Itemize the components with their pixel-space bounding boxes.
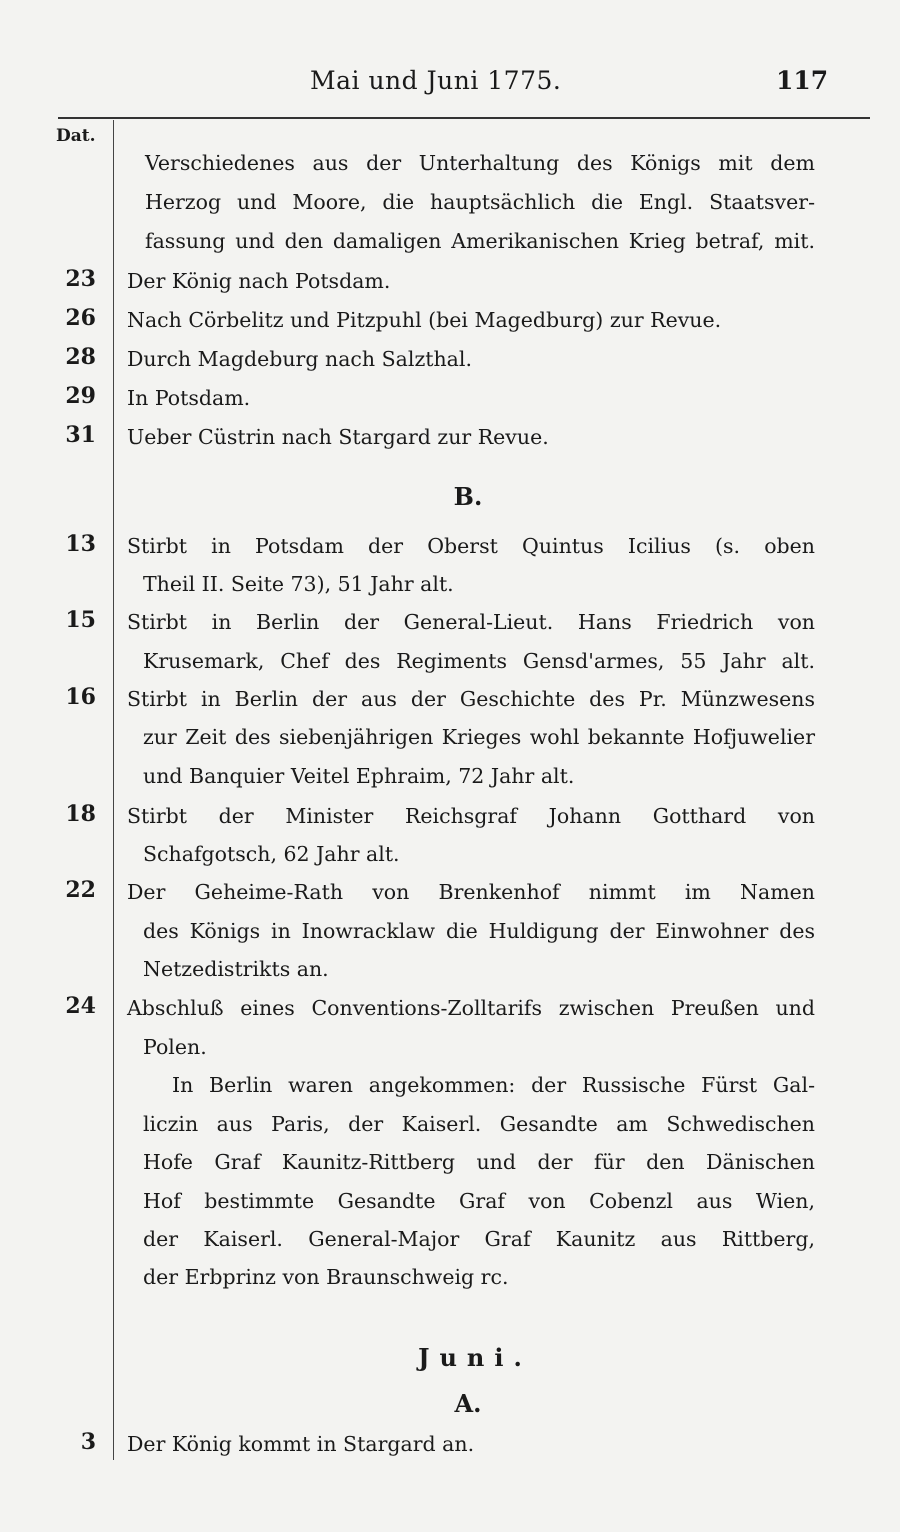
entry-text: Krusemark, Chef des Regiments Gensd'armes, 55 Jahr alt. — [143, 649, 815, 673]
entry-text: und Banquier Veitel Ephraim, 72 Jahr alt. — [143, 764, 575, 788]
section-heading-b: B. — [453, 482, 483, 511]
entry-text: Der König nach Potsdam. — [127, 269, 391, 293]
entry-text: Ueber Cüstrin nach Stargard zur Revue. — [127, 425, 549, 449]
running-header: Mai und Juni 1775. — [310, 66, 562, 95]
entry-text: zur Zeit des siebenjährigen Krieges wohl bekannte Hofjuwelier — [143, 725, 815, 749]
entry-text: Netzedistrikts an. — [143, 957, 329, 981]
entry-date: 28 — [65, 344, 96, 370]
entry-date: 3 — [80, 1429, 96, 1455]
entry-date: 26 — [65, 305, 96, 331]
entry-text: Abschluß eines Conventions-Zolltarifs zwischen Preußen und — [127, 996, 815, 1020]
paragraph-line: der Erbprinz von Braunschweig rc. — [143, 1265, 509, 1289]
text-line: Verschiedenes aus der Unterhaltung des Königs mit dem — [145, 151, 815, 175]
paragraph-line: In Berlin waren angekommen: der Russische Fürst Gal- — [172, 1073, 815, 1097]
month-heading: Juni. — [418, 1343, 532, 1372]
entry-date: 23 — [65, 266, 96, 292]
paragraph-line: Hof bestimmte Gesandte Graf von Cobenzl aus Wien, — [143, 1189, 815, 1213]
section-heading-a: A. — [454, 1389, 482, 1418]
entry-date: 22 — [65, 877, 96, 903]
entry-date: 31 — [65, 422, 96, 448]
entry-text: In Potsdam. — [127, 386, 251, 410]
entry-text: Stirbt in Potsdam der Oberst Quintus Icilius (s. oben — [127, 534, 815, 558]
entry-date: 13 — [65, 531, 96, 557]
paragraph-line: der Kaiserl. General-Major Graf Kaunitz aus Rittberg, — [143, 1227, 815, 1251]
entry-text: Der Geheime-Rath von Brenkenhof nimmt im Namen — [127, 880, 815, 904]
entry-date: 24 — [65, 993, 96, 1019]
entry-text: Stirbt in Berlin der aus der Geschichte des Pr. Münzwesens — [127, 687, 815, 711]
entry-date: 16 — [65, 684, 96, 710]
date-column-label: Dat. — [56, 126, 96, 146]
text-line: fassung und den damaligen Amerikanischen Krieg betraf, mit. — [145, 229, 815, 253]
header-rule — [58, 117, 870, 119]
entry-text: Nach Cörbelitz und Pitzpuhl (bei Magedburg) zur Revue. — [127, 308, 722, 332]
entry-date: 29 — [65, 383, 96, 409]
entry-date: 15 — [65, 607, 96, 633]
entry-text: Durch Magdeburg nach Salzthal. — [127, 347, 472, 371]
entry-text: Schafgotsch, 62 Jahr alt. — [143, 842, 400, 866]
entry-text: Stirbt der Minister Reichsgraf Johann Gotthard von — [127, 804, 815, 828]
paragraph-line: liczin aus Paris, der Kaiserl. Gesandte am Schwedischen — [143, 1112, 815, 1136]
entry-text: Der König kommt in Stargard an. — [127, 1432, 475, 1456]
date-column-divider — [113, 120, 114, 1460]
entry-date: 18 — [65, 801, 96, 827]
entry-text: Polen. — [143, 1035, 207, 1059]
paragraph-line: Hofe Graf Kaunitz-Rittberg und der für den Dänischen — [143, 1150, 815, 1174]
page-number: 117 — [776, 66, 829, 95]
entry-text: Stirbt in Berlin der General-Lieut. Hans Friedrich von — [127, 610, 815, 634]
text-line: Herzog und Moore, die hauptsächlich die Engl. Staatsver- — [145, 190, 815, 214]
entry-text: Theil II. Seite 73), 51 Jahr alt. — [143, 572, 454, 596]
entry-text: des Königs in Inowracklaw die Huldigung der Einwohner des — [143, 919, 815, 943]
